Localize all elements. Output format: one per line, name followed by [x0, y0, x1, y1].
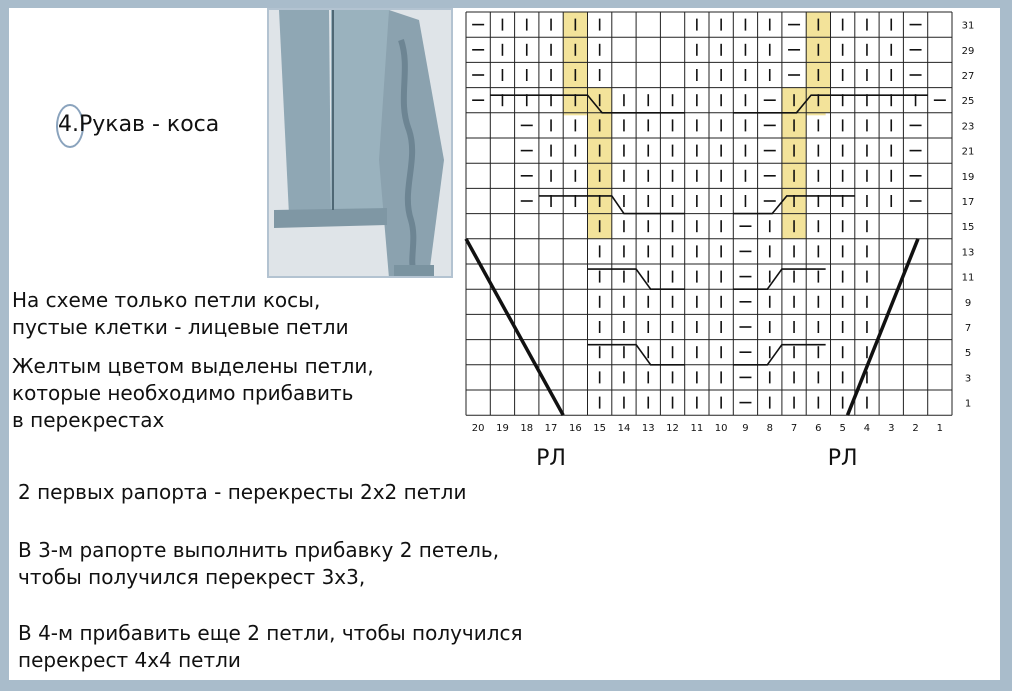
column-number-label: 19: [496, 423, 509, 435]
decrease-line-right: [848, 239, 918, 415]
note-line-3: Желтым цветом выделены петли,: [12, 354, 374, 378]
row-number-label: 5: [964, 348, 972, 360]
column-number-label: 5: [839, 423, 846, 435]
instruction-2a: В 3-м рапорте выполнить прибавку 2 петель,: [18, 538, 500, 562]
column-number-label: 7: [790, 423, 798, 435]
column-number-label: 14: [617, 423, 631, 435]
row-number-label: 15: [961, 222, 975, 234]
instruction-2b: чтобы получился перекрест 3х3,: [18, 565, 366, 589]
note-line-1: На схеме только петли косы,: [12, 288, 321, 312]
column-number-label: 9: [742, 423, 749, 435]
row-number-label: 13: [961, 247, 975, 259]
column-number-label: 20: [471, 423, 485, 435]
row-number-label: 1: [964, 398, 972, 410]
sweater-photo-icon: [267, 8, 453, 278]
column-number-label: 16: [568, 423, 582, 435]
page-title: 4.Рукав - коса: [58, 112, 220, 137]
note-line-5: в перекрестах: [12, 408, 165, 432]
cable-cross-line: [733, 269, 825, 289]
row-number-label: 3: [964, 373, 972, 385]
column-number-label: 11: [690, 423, 704, 435]
column-number-label: 18: [520, 423, 534, 435]
row-number-label: 29: [961, 45, 975, 57]
instruction-3a: В 4-м прибавить еще 2 петли, чтобы получился: [18, 621, 523, 645]
cable-cross-line: [733, 345, 825, 365]
column-number-label: 4: [863, 423, 871, 435]
row-number-label: 7: [964, 323, 972, 334]
knitting-chart: [456, 6, 996, 466]
column-number-label: 12: [666, 423, 679, 435]
row-number-label: 21: [961, 146, 975, 158]
column-number-label: 6: [815, 423, 822, 435]
column-number-label: 3: [888, 423, 895, 435]
ra-label: РЛ: [827, 446, 858, 466]
row-number-label: 23: [961, 121, 975, 133]
row-number-label: 19: [961, 171, 975, 183]
row-number-label: 25: [961, 96, 975, 108]
column-number-label: 13: [641, 423, 655, 435]
column-number-label: 8: [766, 423, 773, 435]
column-number-label: 10: [714, 423, 728, 435]
column-number-label: 15: [593, 423, 607, 435]
ra-label: РЛ: [536, 446, 566, 466]
column-number-label: 17: [544, 423, 558, 435]
row-number-label: 27: [961, 71, 975, 82]
row-number-label: 17: [961, 197, 975, 208]
note-line-2: пустые клетки - лицевые петли: [12, 315, 349, 339]
row-number-label: 11: [961, 272, 975, 284]
column-number-label: 2: [912, 423, 919, 435]
instruction-3b: перекрест 4х4 петли: [18, 648, 241, 672]
row-number-label: 31: [961, 20, 975, 32]
column-number-label: 1: [936, 423, 944, 435]
instruction-1: 2 первых рапорта - перекресты 2х2 петли: [18, 480, 467, 504]
row-number-label: 9: [964, 297, 972, 309]
note-line-4: которые необходимо прибавить: [12, 381, 354, 405]
